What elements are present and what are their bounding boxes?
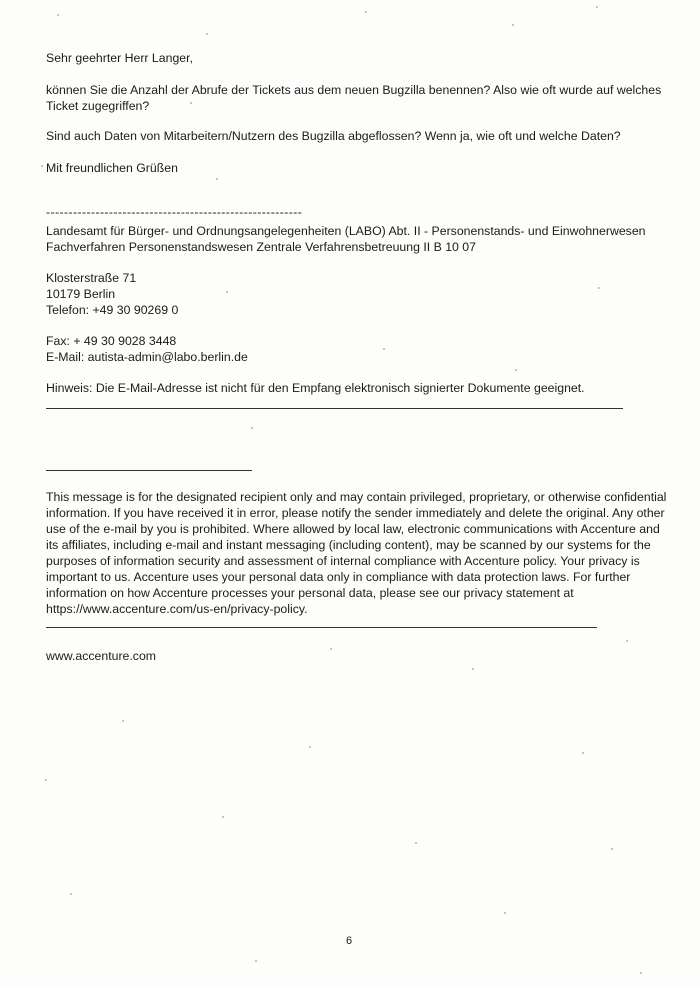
scan-speck [41, 165, 43, 167]
scan-speck [611, 848, 613, 850]
org-line-2: Fachverfahren Personenstandswesen Zentrale Verfahrensbetreuung II B 10 07 [46, 240, 476, 254]
separator-line [46, 627, 597, 628]
scan-speck [330, 648, 332, 650]
scan-speck [640, 972, 642, 974]
scan-speck [122, 720, 124, 722]
phone: Telefon: +49 30 90269 0 [46, 303, 179, 317]
contact-email: E-Mail: autista-admin@labo.berlin.de [46, 350, 248, 364]
disclaimer-line: use of the e-mail by you is prohibited. Where allowed by local law, electronic communications with Accenture and [46, 522, 660, 536]
scan-speck [415, 842, 417, 844]
scan-speck [251, 427, 253, 429]
greeting: Sehr geehrter Herr Langer, [46, 51, 193, 65]
question-1-line-2: Ticket zugegriffen? [46, 99, 150, 113]
scan-speck [226, 291, 228, 293]
closing: Mit freundlichen Grüßen [46, 161, 178, 175]
address-city: 10179 Berlin [46, 287, 116, 301]
separator-line-short [46, 470, 252, 471]
scan-speck [596, 6, 598, 8]
disclaimer-line: This message is for the designated recipient only and may contain privileged, proprietary, or otherwise confidential [46, 490, 667, 504]
scan-speck [57, 14, 59, 16]
scan-speck [383, 348, 385, 350]
disclaimer-line: information on how Accenture processes your personal data, please see our privacy statement at [46, 586, 574, 600]
scan-speck [512, 24, 514, 26]
scan-speck [504, 912, 506, 914]
address-street: Klosterstraße 71 [46, 271, 137, 285]
scan-speck [365, 11, 367, 13]
disclaimer-line: https://www.accenture.com/us-en/privacy-policy. [46, 602, 308, 616]
disclaimer-line: important to us. Accenture uses your personal data only in compliance with data protection laws. For further [46, 570, 631, 584]
email-notice: Hinweis: Die E-Mail-Adresse ist nicht für den Empfang elektronisch signierter Dokumente geeignet. [46, 381, 585, 395]
page-number: 6 [346, 935, 353, 947]
org-line-1: Landesamt für Bürger- und Ordnungsangelegenheiten (LABO) Abt. II - Personenstands- und Einwohnerwesen [46, 224, 646, 238]
scan-speck [626, 640, 628, 642]
question-2: Sind auch Daten von Mitarbeitern/Nutzern des Bugzilla abgeflossen? Wenn ja, wie oft und welche Daten? [46, 129, 621, 143]
disclaimer-line: its affiliates, including e-mail and instant messaging (including content), may be scanned by our systems for the [46, 538, 651, 552]
signature-dash-rule: --------------------------------------------------------- [46, 205, 303, 219]
fax: Fax: + 49 30 9028 3448 [46, 334, 177, 348]
disclaimer-line: purposes of information security and assessment of internal compliance with Accenture policy. Your privacy is [46, 554, 640, 568]
scan-speck [255, 960, 257, 962]
website-link[interactable]: www.accenture.com [46, 649, 157, 663]
scan-speck [222, 816, 224, 818]
scan-speck [582, 752, 584, 754]
scan-speck [190, 102, 192, 104]
scan-speck [45, 779, 47, 781]
scan-speck [70, 893, 72, 895]
question-1-line-1: können Sie die Anzahl der Abrufe der Tickets aus dem neuen Bugzilla benennen? Also wie oft wurde auf welches [46, 83, 662, 97]
scan-speck [309, 746, 311, 748]
separator-line [46, 408, 623, 409]
scan-speck [515, 369, 517, 371]
disclaimer-line: information. If you have received it in error, please notify the sender immediately and delete the original. Any other [46, 506, 665, 520]
scan-speck [206, 33, 208, 35]
scan-speck [216, 178, 218, 180]
scan-speck [472, 668, 474, 670]
scan-speck [598, 287, 600, 289]
